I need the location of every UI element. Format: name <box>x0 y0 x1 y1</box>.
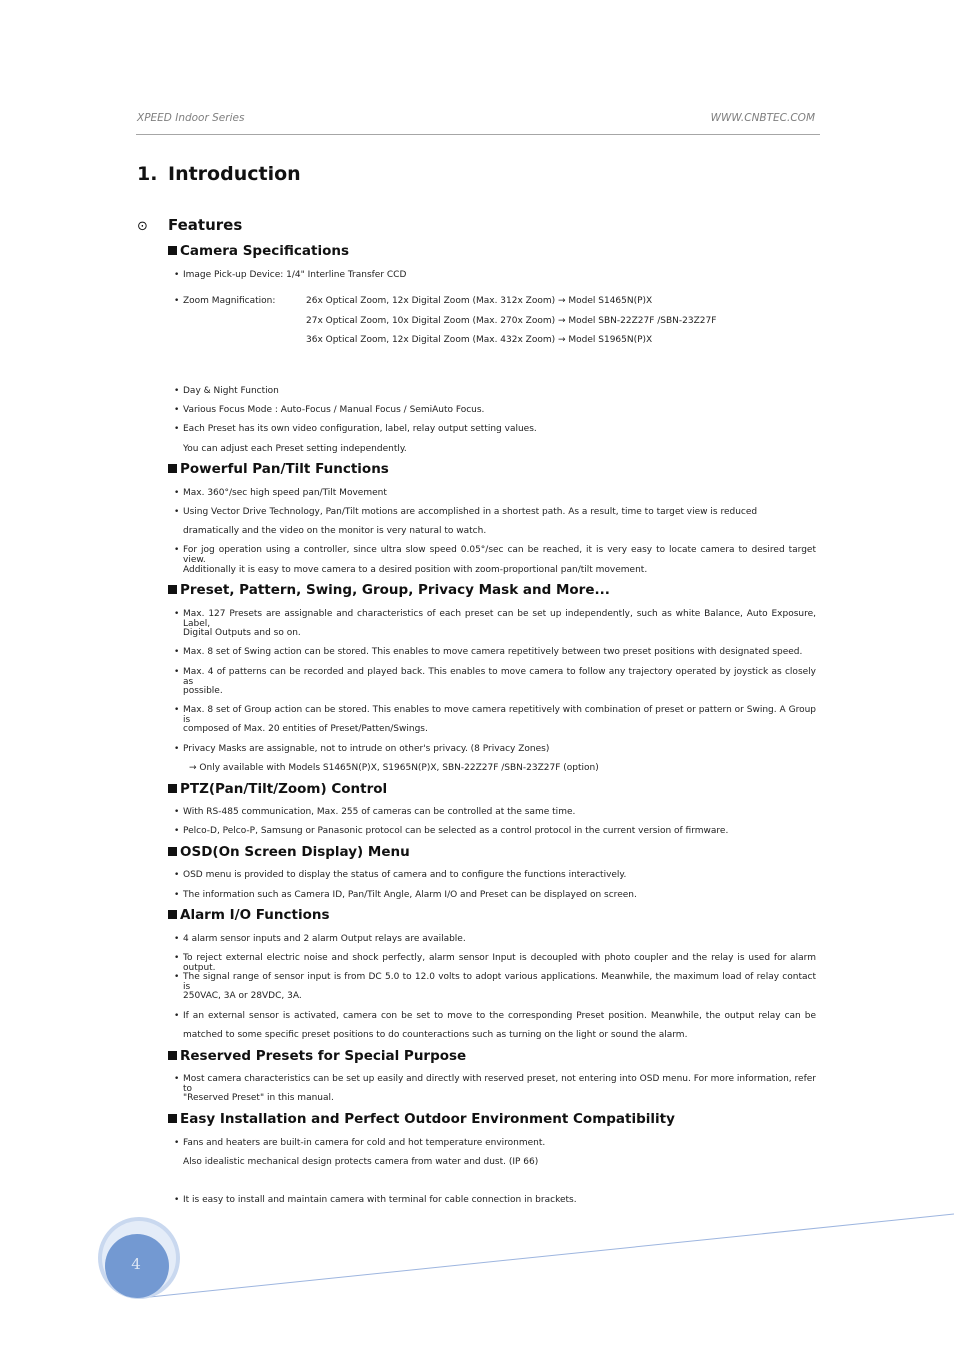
bullet-dot: • <box>174 744 180 754</box>
section-title: Preset, Pattern, Swing, Group, Privacy Mask and More... <box>180 582 610 598</box>
header-url: WWW.CNBTEC.COM <box>710 112 815 124</box>
square-bullet-icon <box>168 246 177 255</box>
bullet-dot: • <box>174 609 180 619</box>
bullet-dot: • <box>174 807 180 817</box>
target-bullet-icon: ⊙ <box>137 219 148 234</box>
square-bullet-icon <box>168 464 177 473</box>
section-heading-ptz <box>168 781 387 797</box>
chapter-title <box>137 163 301 185</box>
section-title: Camera Specifications <box>180 243 350 259</box>
bullet-dot: • <box>174 953 180 963</box>
bullet-dot: • <box>174 667 180 677</box>
osd-l1: OSD menu is provided to display the status of camera and to configure the functions interactively. <box>183 870 627 880</box>
camera-preset-2: You can adjust each Preset setting independently. <box>183 444 407 454</box>
bullet-dot: • <box>174 270 180 280</box>
alarm-l4b: matched to some specific preset positions to do counteractions such as turning on the light or sound the alarm. <box>183 1030 688 1040</box>
pantilt-l2a: Using Vector Drive Technology, Pan/Tilt motions are accomplished in a shortest path. As a result, time to target view is reduced <box>183 507 758 517</box>
bullet-dot: • <box>174 1074 180 1084</box>
preset-l3a: Max. 4 of patterns can be recorded and played back. This enables to move camera to follow any trajectory operated by joystick as closely as <box>183 667 816 687</box>
zoom-line-1: 26x Optical Zoom, 12x Digital Zoom (Max. 312x Zoom) → Model S1465N(P)X <box>306 296 653 306</box>
section-heading-camera <box>168 243 349 259</box>
square-bullet-icon <box>168 910 177 919</box>
zoom-line-3: 36x Optical Zoom, 12x Digital Zoom (Max. 432x Zoom) → Model S1965N(P)X <box>306 335 653 345</box>
bullet-dot: • <box>174 507 180 517</box>
reserved-l1a: Most camera characteristics can be set up easily and directly with reserved preset, not entering into OSD menu. For more information, refer to <box>183 1074 816 1094</box>
header-series: XPEED Indoor Series <box>137 112 245 124</box>
square-bullet-icon <box>168 585 177 594</box>
preset-l3b: possible. <box>183 686 223 696</box>
square-bullet-icon <box>168 1114 177 1123</box>
ptz-l2: Pelco-D, Pelco-P, Samsung or Panasonic protocol can be selected as a control protocol in the current version of firmware. <box>183 826 729 836</box>
section-title: Alarm I/O Functions <box>180 907 330 923</box>
section-title: PTZ(Pan/Tilt/Zoom) Control <box>180 781 388 797</box>
alarm-l3b: 250VAC, 3A or 28VDC, 3A. <box>183 991 302 1001</box>
preset-l5: Privacy Masks are assignable, not to intrude on other's privacy. (8 Privacy Zones) <box>183 744 550 754</box>
bullet-dot: • <box>174 424 180 434</box>
section-heading-install <box>168 1111 675 1127</box>
pantilt-l1: Max. 360°/sec high speed pan/Tilt Movement <box>183 488 387 498</box>
bullet-dot: • <box>174 826 180 836</box>
square-bullet-icon <box>168 784 177 793</box>
preset-l1a: Max. 127 Presets are assignable and characteristics of each preset can be set up independently, such as white Balance, Auto Exposure, Label, <box>183 609 816 629</box>
pantilt-l2b: dramatically and the video on the monitor is very natural to watch. <box>183 526 487 536</box>
header-rule <box>136 134 820 135</box>
preset-l1b: Digital Outputs and so on. <box>183 628 301 638</box>
install-l1a: Fans and heaters are built-in camera for cold and hot temperature environment. <box>183 1138 546 1148</box>
bullet-dot: • <box>174 1195 180 1205</box>
pantilt-l3b: Additionally it is easy to move camera to a desired position with zoom-proportional pan/tilt movement. <box>183 565 648 575</box>
alarm-l4a: If an external sensor is activated, camera con be set to move to the corresponding Preset position. Meanwhile, the output relay can be <box>183 1011 816 1021</box>
camera-day-night: Day & Night Function <box>183 386 279 396</box>
reserved-l1b: "Reserved Preset" in this manual. <box>183 1093 334 1103</box>
section-title: Powerful Pan/Tilt Functions <box>180 461 389 477</box>
section-heading-osd <box>168 844 410 860</box>
bullet-dot: • <box>174 386 180 396</box>
zoom-label: Zoom Magnification: <box>183 296 276 306</box>
bullet-dot: • <box>174 647 180 657</box>
section-title: Reserved Presets for Special Purpose <box>180 1048 467 1064</box>
preset-l2: Max. 8 set of Swing action can be stored. This enables to move camera repetitively between two preset positions with designated speed. <box>183 647 803 657</box>
section-heading-reserved <box>168 1048 466 1064</box>
camera-focus: Various Focus Mode : Auto-Focus / Manual Focus / SemiAuto Focus. <box>183 405 485 415</box>
chapter-number: 1. <box>137 163 158 185</box>
features-title: Features <box>168 216 243 234</box>
pantilt-l3a: For jog operation using a controller, since ultra slow speed 0.05°/sec can be reached, it is very easy to locate camera to desired target view. <box>183 545 816 565</box>
square-bullet-icon <box>168 847 177 856</box>
bullet-dot: • <box>174 545 180 555</box>
section-heading-pantilt <box>168 461 389 477</box>
bullet-dot: • <box>174 972 180 982</box>
bullet-dot: • <box>174 870 180 880</box>
ptz-l1: With RS-485 communication, Max. 255 of cameras can be controlled at the same time. <box>183 807 576 817</box>
camera-pickup: Image Pick-up Device: 1/4" Interline Transfer CCD <box>183 270 407 280</box>
square-bullet-icon <box>168 1051 177 1060</box>
alarm-l2: To reject external electric noise and shock perfectly, alarm sensor Input is decoupled with photo coupler and the relay is used for alarm output. <box>183 953 816 973</box>
footer-line <box>140 1214 954 1298</box>
osd-l2: The information such as Camera ID, Pan/Tilt Angle, Alarm I/O and Preset can be displayed on screen. <box>183 890 637 900</box>
page-number: 4 <box>131 1255 141 1273</box>
features-heading <box>137 216 242 234</box>
preset-l4b: composed of Max. 20 entities of Preset/Patten/Swings. <box>183 724 428 734</box>
section-heading-alarm <box>168 907 330 923</box>
alarm-l1: 4 alarm sensor inputs and 2 alarm Output relays are available. <box>183 934 466 944</box>
install-l1b: Also idealistic mechanical design protects camera from water and dust. (IP 66) <box>183 1157 539 1167</box>
camera-preset-1: Each Preset has its own video configuration, label, relay output setting values. <box>183 424 537 434</box>
preset-note: → Only available with Models S1465N(P)X, S1965N(P)X, SBN-22Z27F /SBN-23Z27F (option) <box>189 763 599 773</box>
zoom-line-2: 27x Optical Zoom, 10x Digital Zoom (Max. 270x Zoom) → Model SBN-22Z27F /SBN-23Z27F <box>306 316 717 326</box>
bullet-dot: • <box>174 705 180 715</box>
bullet-dot: • <box>174 488 180 498</box>
alarm-l3a: The signal range of sensor input is from DC 5.0 to 12.0 volts to adopt various applications. Meanwhile, the maximum load of relay contact is <box>183 972 816 992</box>
section-heading-preset <box>168 582 610 598</box>
install-l2: It is easy to install and maintain camera with terminal for cable connection in brackets. <box>183 1195 577 1205</box>
bullet-dot: • <box>174 1138 180 1148</box>
section-title: OSD(On Screen Display) Menu <box>180 844 410 860</box>
chapter-title-text: Introduction <box>168 163 301 185</box>
bullet-dot: • <box>174 296 180 306</box>
section-title: Easy Installation and Perfect Outdoor Environment Compatibility <box>180 1111 675 1127</box>
bullet-dot: • <box>174 890 180 900</box>
bullet-dot: • <box>174 405 180 415</box>
preset-l4a: Max. 8 set of Group action can be stored. This enables to move camera repetitively with combination of preset or pattern or Swing. A Group is <box>183 705 816 725</box>
bullet-dot: • <box>174 1011 180 1021</box>
bullet-dot: • <box>174 934 180 944</box>
